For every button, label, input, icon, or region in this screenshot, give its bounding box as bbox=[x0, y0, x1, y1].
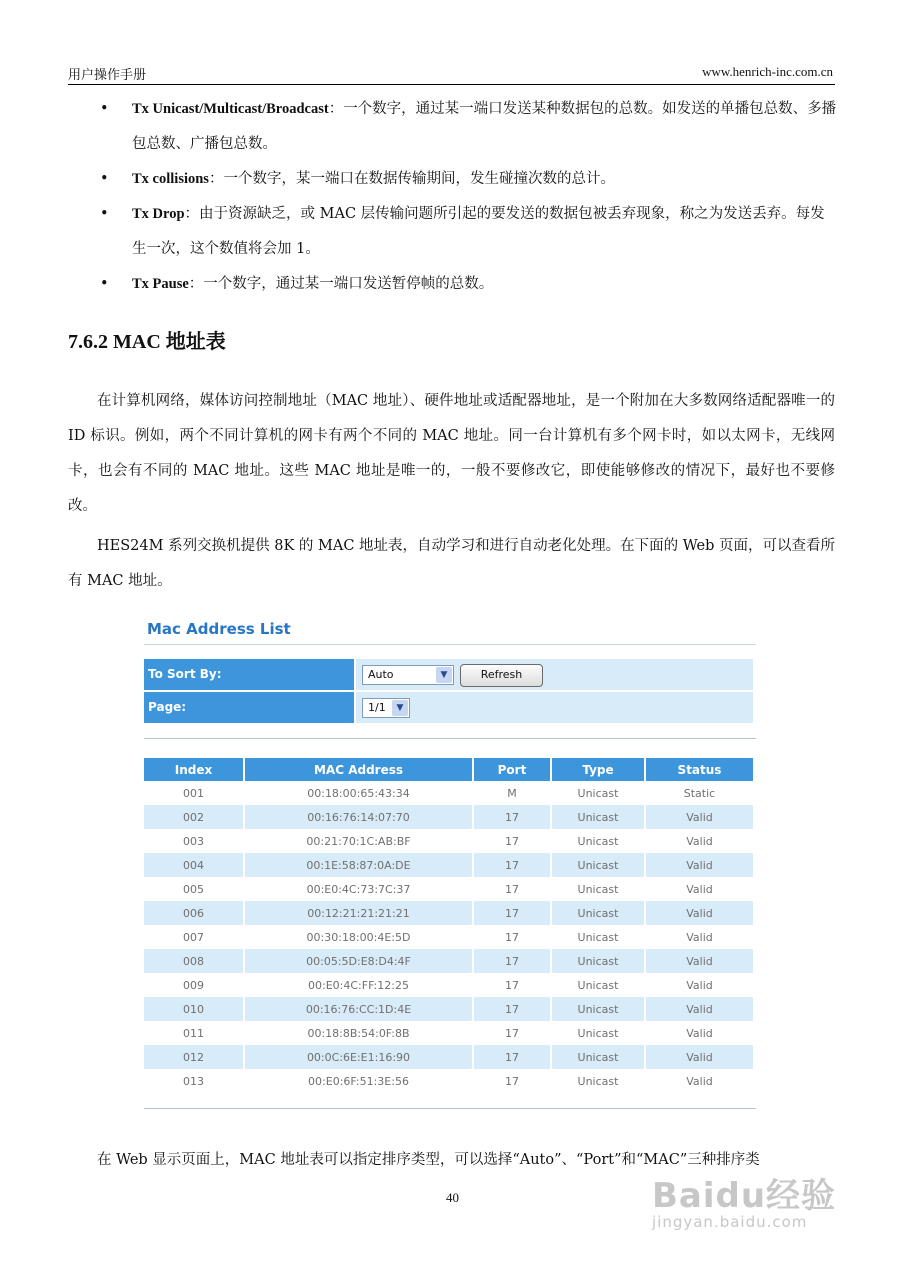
column-header-port[interactable]: Port bbox=[474, 758, 552, 781]
table-row[interactable] bbox=[144, 805, 753, 829]
cell-mac-address: 00:E0:4C:73:7C:37 bbox=[245, 877, 474, 901]
chevron-down-icon: ▼ bbox=[392, 700, 408, 716]
table-row[interactable] bbox=[144, 901, 753, 925]
sort-value-cell bbox=[356, 659, 753, 690]
bullet-term: Tx Unicast/Multicast/Broadcast bbox=[132, 101, 329, 117]
cell-status: Valid bbox=[686, 882, 713, 896]
watermark-logo: Baidu经验 bbox=[652, 1176, 837, 1216]
refresh-button[interactable]: Refresh bbox=[460, 664, 543, 687]
cell-status: Static bbox=[683, 786, 716, 800]
paragraph-sort-types: 在 Web 显示页面上，MAC 地址表可以指定排序类型，可以选择“Auto”、“Port”和“MAC”三种排序类 bbox=[97, 1152, 760, 1168]
paragraph-mac-intro: 在计算机网络，媒体访问控制地址（MAC 地址）、硬件地址或适配器地址，是一个附加在大多数网络适配器唯一的 ID 标识。例如，两个不同计算机的网卡有两个不同的 MAC 地址。同一台计算机有多个网卡时，如以太网卡，无线网卡，也会有不同的 MAC 地址。这些 MAC 地址是唯一的，一般不要修改它，即使能够修改的情况下，最好也不要修改。 bbox=[68, 393, 835, 514]
bullet-dot: • bbox=[100, 101, 109, 117]
cell-index: 002 bbox=[144, 805, 245, 829]
column-header-status[interactable]: Status bbox=[646, 758, 753, 781]
cell-index: 009 bbox=[144, 973, 245, 997]
column-header-mac-address[interactable]: MAC Address bbox=[245, 758, 474, 781]
cell-index: 010 bbox=[144, 997, 245, 1021]
bullet-sep: ： bbox=[208, 171, 224, 187]
bullet-item-tx-pause bbox=[68, 267, 837, 302]
cell-mac-address: 00:12:21:21:21:21 bbox=[245, 901, 474, 925]
cell-mac-address: 00:E0:4C:FF:12:25 bbox=[245, 973, 474, 997]
cell-port: M bbox=[474, 781, 552, 805]
cell-type: Unicast bbox=[552, 781, 646, 805]
cell-mac-address: 00:1E:58:87:0A:DE bbox=[245, 853, 474, 877]
bullet-text: 一个数字，通过某一端口发送某种数据包的总数。如发送的单播包总数、多播包总数、广播包总数。 bbox=[132, 101, 837, 152]
bullet-term: Tx collisions bbox=[132, 171, 209, 187]
column-header-type[interactable]: Type bbox=[552, 758, 646, 781]
table-row[interactable] bbox=[144, 829, 753, 853]
table-row[interactable] bbox=[144, 1045, 753, 1069]
cell-type: Unicast bbox=[552, 1069, 646, 1093]
page-select-value: 1/1 bbox=[368, 701, 386, 714]
cell-port: 17 bbox=[474, 1045, 552, 1069]
cell-mac-address: 00:16:76:14:07:70 bbox=[245, 805, 474, 829]
cell-index: 007 bbox=[144, 925, 245, 949]
bullet-dot: • bbox=[100, 171, 109, 187]
cell-type: Unicast bbox=[552, 901, 646, 925]
cell-type: Unicast bbox=[552, 829, 646, 853]
page-value-cell bbox=[356, 692, 753, 723]
cell-type: Unicast bbox=[552, 1021, 646, 1045]
cell-status: Valid bbox=[646, 997, 753, 1021]
sort-select[interactable] bbox=[362, 665, 454, 685]
bullet-item-tx-drop bbox=[68, 197, 837, 267]
mac-table bbox=[144, 758, 753, 1093]
table-bottom-divider bbox=[144, 1108, 756, 1109]
mac-address-list-screenshot bbox=[140, 612, 760, 1117]
cell-status: Valid bbox=[646, 901, 753, 925]
table-row[interactable] bbox=[144, 1021, 753, 1045]
cell-mac-address: 00:30:18:00:4E:5D bbox=[245, 925, 474, 949]
paragraph-hes24m: HES24M 系列交换机提供 8K 的 MAC 地址表，自动学习和进行自动老化处理。在下面的 Web 页面，可以查看所有 MAC 地址。 bbox=[68, 538, 835, 589]
table-row[interactable] bbox=[144, 781, 753, 805]
cell-port: 17 bbox=[474, 1021, 552, 1045]
cell-status: Valid bbox=[686, 834, 713, 848]
cell-status: Valid bbox=[686, 978, 713, 992]
cell-port: 17 bbox=[474, 925, 552, 949]
cell-mac-address: 00:E0:6F:51:3E:56 bbox=[245, 1069, 474, 1093]
cell-port: 17 bbox=[474, 877, 552, 901]
cell-type: Unicast bbox=[552, 925, 646, 949]
bullet-term: Tx Drop bbox=[132, 206, 185, 222]
cell-index: 013 bbox=[144, 1069, 245, 1093]
table-row[interactable] bbox=[144, 949, 753, 973]
chevron-down-icon: ▼ bbox=[436, 667, 452, 683]
cell-port: 17 bbox=[474, 997, 552, 1021]
page-row bbox=[144, 692, 753, 723]
header-title: 用户操作手册 bbox=[68, 68, 147, 83]
bullet-text: 一个数字，通过某一端口发送暂停帧的总数。 bbox=[203, 276, 494, 292]
header-url: www.henrich-inc.com.cn bbox=[702, 64, 833, 79]
cell-type: Unicast bbox=[552, 997, 646, 1021]
cell-type: Unicast bbox=[552, 853, 646, 877]
title-divider bbox=[144, 644, 756, 645]
cell-index: 006 bbox=[144, 901, 245, 925]
bullet-item-tx-unicast bbox=[68, 92, 837, 162]
cell-mac-address: 00:05:5D:E8:D4:4F bbox=[245, 949, 474, 973]
cell-status: Valid bbox=[686, 1074, 713, 1088]
bullet-text: 一个数字，某一端口在数据传输期间，发生碰撞次数的总计。 bbox=[223, 171, 615, 187]
cell-mac-address: 00:18:8B:54:0F:8B bbox=[245, 1021, 474, 1045]
table-header-row bbox=[144, 758, 753, 781]
watermark-url: jingyan.baidu.com bbox=[652, 1213, 808, 1231]
column-header-index[interactable]: Index bbox=[144, 758, 245, 781]
table-body bbox=[144, 781, 753, 1093]
bullet-item-tx-collisions bbox=[68, 162, 837, 197]
section-title: 7.6.2 MAC 地址表 bbox=[68, 331, 226, 353]
cell-mac-address: 00:18:00:65:43:34 bbox=[245, 781, 474, 805]
cell-status: Valid bbox=[686, 1026, 713, 1040]
cell-type: Unicast bbox=[552, 949, 646, 973]
header-rule bbox=[68, 84, 835, 85]
bullet-text: 由于资源缺乏，或 MAC 层传输问题所引起的要发送的数据包被丢弃现象，称之为发送丢弃。每发生一次，这个数值将会加 1。 bbox=[132, 206, 825, 257]
cell-status: Valid bbox=[646, 949, 753, 973]
watermark bbox=[652, 1168, 836, 1231]
table-row[interactable] bbox=[144, 1069, 753, 1093]
table-row[interactable] bbox=[144, 877, 753, 901]
cell-type: Unicast bbox=[552, 973, 646, 997]
bullet-term: Tx Pause bbox=[132, 276, 189, 292]
cell-port: 17 bbox=[474, 829, 552, 853]
sort-select-value: Auto bbox=[368, 668, 394, 681]
cell-index: 011 bbox=[144, 1021, 245, 1045]
bullet-list bbox=[68, 92, 837, 302]
cell-index: 004 bbox=[144, 853, 245, 877]
bullet-dot: • bbox=[100, 276, 109, 292]
cell-index: 001 bbox=[144, 781, 245, 805]
cell-index: 003 bbox=[144, 829, 245, 853]
table-row[interactable] bbox=[144, 973, 753, 997]
cell-index: 012 bbox=[144, 1045, 245, 1069]
cell-port: 17 bbox=[474, 949, 552, 973]
cell-index: 008 bbox=[144, 949, 245, 973]
cell-mac-address: 00:16:76:CC:1D:4E bbox=[245, 997, 474, 1021]
bullet-dot: • bbox=[100, 206, 109, 222]
page-label: Page: bbox=[144, 692, 354, 723]
cell-mac-address: 00:0C:6E:E1:16:90 bbox=[245, 1045, 474, 1069]
page-select[interactable] bbox=[362, 698, 410, 718]
table-row[interactable] bbox=[144, 997, 753, 1021]
cell-mac-address: 00:21:70:1C:AB:BF bbox=[245, 829, 474, 853]
form-divider bbox=[144, 738, 756, 739]
cell-type: Unicast bbox=[552, 1045, 646, 1069]
bullet-sep: ： bbox=[184, 206, 200, 222]
sort-label: To Sort By: bbox=[144, 659, 354, 690]
bullet-sep: ： bbox=[188, 276, 204, 292]
screenshot-title: Mac Address List bbox=[147, 620, 291, 638]
table-row[interactable] bbox=[144, 925, 753, 949]
cell-type: Unicast bbox=[552, 877, 646, 901]
cell-port: 17 bbox=[474, 901, 552, 925]
sort-row bbox=[144, 659, 753, 690]
cell-port: 17 bbox=[474, 973, 552, 997]
bullet-sep: ： bbox=[328, 101, 344, 117]
cell-port: 17 bbox=[474, 805, 552, 829]
table-row[interactable] bbox=[144, 853, 753, 877]
cell-status: Valid bbox=[646, 805, 753, 829]
cell-status: Valid bbox=[646, 1045, 753, 1069]
cell-status: Valid bbox=[646, 853, 753, 877]
cell-status: Valid bbox=[686, 930, 713, 944]
cell-type: Unicast bbox=[552, 805, 646, 829]
cell-port: 17 bbox=[474, 1069, 552, 1093]
cell-port: 17 bbox=[474, 853, 552, 877]
cell-index: 005 bbox=[144, 877, 245, 901]
page-number: 40 bbox=[446, 1190, 459, 1205]
